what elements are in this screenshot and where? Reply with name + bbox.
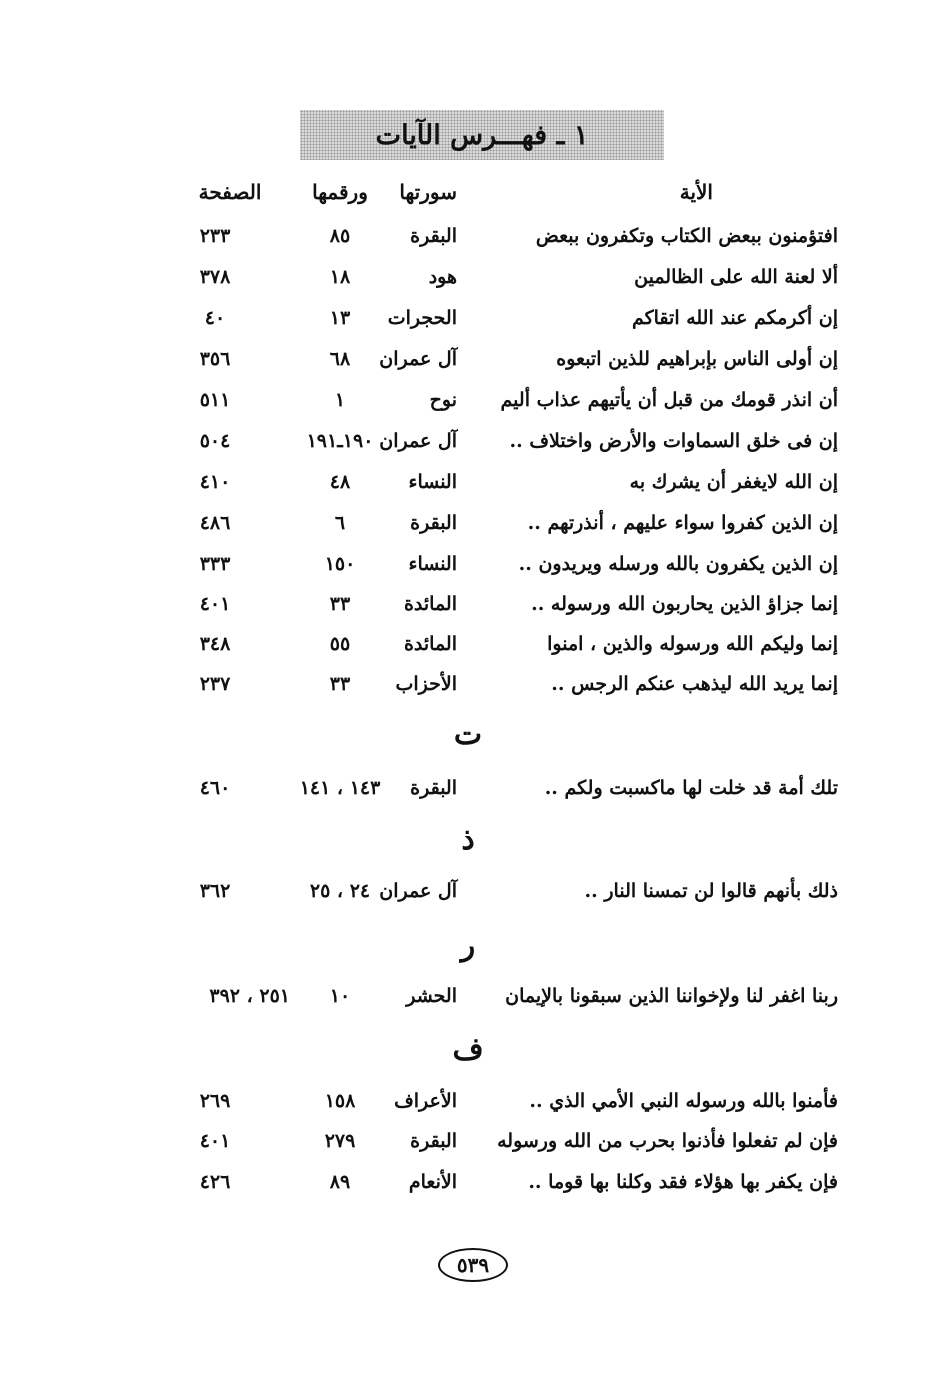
- page-ref: ٣٥٦: [199, 348, 231, 370]
- table-row: [0, 219, 933, 253]
- verse-text: إن الذين كفروا سواء عليهم ، أنذرتهم ..: [527, 512, 838, 534]
- verse-number: ١٥٠: [324, 553, 356, 575]
- verse-text: إن الذين يكفرون بالله ورسله ويريدون ..: [518, 553, 838, 575]
- surah-name: آل عمران: [379, 880, 457, 902]
- page-ref: ٣٦٢: [199, 880, 231, 902]
- verse-number: ١٠: [329, 985, 351, 1007]
- verse-text: إنما وليكم الله ورسوله والذين ، امنوا: [547, 633, 838, 655]
- index-title-box: [300, 110, 664, 160]
- page-ref: ٤٨٦: [199, 512, 231, 534]
- table-row: [0, 587, 933, 621]
- verse-number: ٥٥: [329, 633, 351, 655]
- surah-name: النساء: [408, 471, 457, 493]
- table-row: [0, 465, 933, 499]
- page-ref: ٤٠: [204, 307, 226, 329]
- page-ref: ٤٢٦: [199, 1171, 231, 1193]
- table-row: [0, 383, 933, 417]
- verse-number: ٤٨: [329, 471, 351, 493]
- surah-name: هود: [428, 266, 457, 288]
- page-ref: ٥٠٤: [199, 430, 231, 452]
- page-number: ٥٣٩: [438, 1248, 508, 1282]
- table-row: [0, 771, 933, 805]
- surah-name: آل عمران: [379, 430, 457, 452]
- surah-name: الأعراف: [394, 1090, 457, 1112]
- verse-text: افتؤمنون ببعض الكتاب وتكفرون ببعض: [535, 225, 838, 247]
- table-row: [0, 547, 933, 581]
- verse-text: ذلك بأنهم قالوا لن تمسنا النار ..: [584, 880, 838, 902]
- page-ref: ٢٦٩: [199, 1090, 231, 1112]
- header-number: ورقمها: [312, 180, 368, 204]
- page-ref: ٤٦٠: [199, 777, 231, 799]
- verse-number: ٦: [334, 512, 346, 534]
- table-row: [0, 979, 933, 1013]
- surah-name: الحجرات: [387, 307, 457, 329]
- surah-name: النساء: [408, 553, 457, 575]
- verse-number: ١٥٨: [324, 1090, 356, 1112]
- table-row: [0, 342, 933, 376]
- section-letter: ت: [453, 717, 483, 752]
- verse-number: ٣٣: [329, 673, 351, 695]
- page-ref: ٣٤٨: [199, 633, 231, 655]
- header-surah: سورتها: [399, 180, 457, 204]
- verse-text: إن فى خلق السماوات والأرض واختلاف ..: [509, 430, 838, 452]
- page-ref: ٢٣٧: [199, 673, 231, 695]
- page-ref: ٤٠١: [199, 593, 231, 615]
- table-row: [0, 1084, 933, 1118]
- surah-name: البقرة: [410, 225, 457, 247]
- table-row: [0, 874, 933, 908]
- verse-text: ربنا اغفر لنا ولإخواننا الذين سبقونا بالإيمان: [505, 985, 838, 1007]
- verse-text: فأمنوا بالله ورسوله النبي الأمي الذي ..: [529, 1090, 838, 1112]
- page-ref: ٤٠١: [199, 1130, 231, 1152]
- surah-name: البقرة: [410, 512, 457, 534]
- surah-name: الأحزاب: [395, 673, 457, 695]
- surah-name: المائدة: [403, 593, 457, 615]
- verse-number: ٣٣: [329, 593, 351, 615]
- table-row: [0, 260, 933, 294]
- table-row: [0, 424, 933, 458]
- verse-text: إن الله لايغفر أن يشرك به: [629, 471, 838, 493]
- page-ref: ٤١٠: [199, 471, 231, 493]
- page-ref: ٥١١: [199, 389, 231, 411]
- verse-text: فإن يكفر بها هؤلاء فقد وكلنا بها قوما ..: [528, 1171, 838, 1193]
- verse-number: ١٩٠ـ١٩١: [306, 430, 374, 452]
- page-ref: ٣٧٨: [199, 266, 231, 288]
- header-page: الصفحة: [198, 180, 262, 204]
- verse-number: ١٨: [329, 266, 351, 288]
- surah-name: آل عمران: [379, 348, 457, 370]
- surah-name: نوح: [429, 389, 457, 411]
- section-letter: ر: [460, 928, 476, 963]
- verse-text: فإن لم تفعلوا فأذنوا بحرب من الله ورسوله: [497, 1130, 838, 1152]
- verse-text: إنما جزاؤ الذين يحاربون الله ورسوله ..: [531, 593, 838, 615]
- verse-text: تلك أمة قد خلت لها ماكسبت ولكم ..: [544, 777, 838, 799]
- verse-text: أن انذر قومك من قبل أن يأتيهم عذاب أليم: [500, 389, 838, 411]
- verse-text: إن أولى الناس بإبراهيم للذين اتبعوه: [556, 348, 838, 370]
- surah-name: البقرة: [410, 1130, 457, 1152]
- verse-number: ٢٤ ، ٢٥: [309, 880, 371, 902]
- table-row: [0, 627, 933, 661]
- section-letter: ذ: [461, 822, 475, 857]
- page-ref: ٢٣٣: [199, 225, 231, 247]
- table-row: [0, 301, 933, 335]
- verse-number: ١: [334, 389, 346, 411]
- verse-number: ٢٧٩: [324, 1130, 356, 1152]
- surah-name: الحشر: [406, 985, 457, 1007]
- surah-name: البقرة: [410, 777, 457, 799]
- verse-number: ٨٥: [329, 225, 351, 247]
- verse-number: ١٤٣ ، ١٤١: [299, 777, 381, 799]
- table-row: [0, 1124, 933, 1158]
- verse-number: ٨٩: [329, 1171, 351, 1193]
- header-verse: الأية: [679, 180, 713, 204]
- table-row: [0, 667, 933, 701]
- surah-name: الأنعام: [408, 1171, 457, 1193]
- verse-number: ٦٨: [329, 348, 351, 370]
- index-title: ١ ـ فهـــرس الآيات: [375, 119, 589, 151]
- section-letter: ف: [452, 1032, 484, 1067]
- verse-text: إنما يريد الله ليذهب عنكم الرجس ..: [551, 673, 838, 695]
- table-row: [0, 506, 933, 540]
- surah-name: المائدة: [403, 633, 457, 655]
- column-headers: [0, 175, 933, 209]
- page-ref: ٢٥١ ، ٣٩٢: [209, 985, 290, 1007]
- table-row: [0, 1165, 933, 1199]
- verse-text: ألا لعنة الله على الظالمين: [634, 266, 838, 288]
- verse-text: إن أكرمكم عند الله اتقاكم: [631, 307, 838, 329]
- page-ref: ٣٣٣: [199, 553, 231, 575]
- verse-number: ١٣: [329, 307, 351, 329]
